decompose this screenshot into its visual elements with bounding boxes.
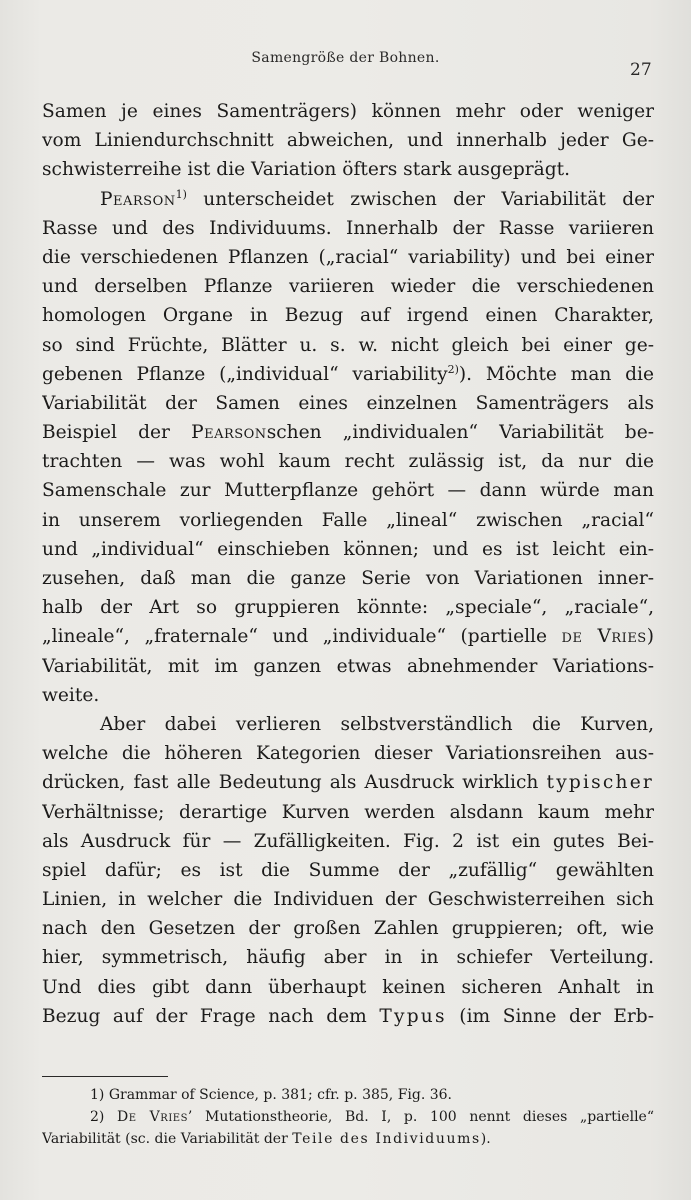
text-line: nach den Gesetzen der großen Zahlen gruppieren; oft, wie [42,918,654,940]
page-number: 27 [630,60,652,80]
text-line: Samenschale zur Mutterpflanze gehört — dann würde man [42,480,654,502]
text-line: welche die höheren Kategorien dieser Variationsreihen aus- [42,743,654,765]
text-line: zusehen, daß man die ganze Serie von Variationen inner- [42,568,654,589]
footnote-mark-1: 1) [175,187,187,201]
footnote-1: 1) Grammar of Science, p. 381; cfr. p. 385, Fig. 36. [90,1087,453,1103]
text-line: Rasse und des Individuums. Innerhalb der Rasse variieren [42,217,654,239]
text-line: gebenen Pflanze („individual“ variability$^{2)}$). Möchte man die [42,362,654,385]
footnote-2: 2) De Vries’ Mutationstheorie, Bd. I, p. 100 nennt dieses „partielle“ [90,1109,654,1125]
author-name-de-vries: de Vries [561,626,647,648]
emphasis-typus: Typus [379,1005,447,1027]
text-line: Samen je eines Samenträgers) können mehr oder weniger [42,101,654,122]
text-line: als Ausdruck für — Zufälligkeiten. Fig. 2 ist ein gutes Bei- [42,830,654,852]
text-line: drücken, fast alle Bedeutung als Ausdruck wirklich typischer [42,772,654,794]
footnotes [42,1084,654,1150]
footnote-name-de-vries: De Vries [117,1109,188,1125]
text-line: Variabilität, mit im ganzen etwas abnehmender Variations- [42,655,654,677]
text-line: „lineale“, „fraternale“ und „individuale“ (partielle de Vries) [42,626,654,648]
text-line: Linien, in welcher die Individuen der Geschwisterreihen sich [42,889,654,911]
text-line: Und dies gibt dann überhaupt keinen sicheren Anhalt in [42,976,654,998]
text-line: halb der Art so gruppieren könnte: „speciale“, „raciale“, [42,597,654,619]
text-line: in unserem vorliegenden Falle „lineal“ zwischen „racial“ [42,509,654,531]
text-line: Bezug auf der Frage nach dem Typus (im Sinne der Erb- [42,1005,654,1027]
text-line: so sind Früchte, Blätter u. s. w. nicht gleich bei einer ge- [42,334,654,356]
text-line: weite. [42,684,100,706]
text-line: Aber dabei verlieren selbstverständlich die Kurven, [100,713,654,735]
text-line: vom Liniendurchschnitt abweichen, und innerhalb jeder Ge- [42,130,654,152]
footnote-emphasis: Teile des Individuums [292,1131,481,1147]
text-line: und derselben Pflanze variieren wieder die verschiedenen [42,276,654,298]
text-line: Verhältnisse; derartige Kurven werden alsdann kaum mehr [42,801,654,823]
text-line: Pearson$^{1)}$ unterscheidet zwischen der Variabilität der [100,187,654,210]
emphasis-typischer: typischer [546,772,654,794]
footnote-2-continuation: Variabilität (sc. die Variabilität der Teile des Individuums). [42,1131,491,1147]
text-line: und „individual“ einschieben können; und es ist leicht ein- [42,538,654,560]
body-text [42,97,654,1031]
text-line: Variabilität der Samen eines einzelnen Samenträgers als [42,392,654,414]
text-line: Beispiel der Pearsonschen „individualen“ Variabilität be- [42,422,654,444]
text-line: hier, symmetrisch, häufig aber in in schiefer Verteilung. [42,947,654,969]
author-name-pearson-stem: Pearson [191,422,267,444]
running-head: Samengröße der Bohnen. [251,50,440,66]
text-line: homologen Organe in Bezug auf irgend einen Charakter, [42,305,654,327]
footnote-rule [42,1076,168,1077]
footnote-mark-2: 2) [447,362,459,376]
text-line: schwisterreihe ist die Variation öfters stark ausgeprägt. [42,159,571,181]
text-line: spiel dafür; es ist die Summe der „zufällig“ gewählten [42,859,654,881]
text-line: trachten — was wohl kaum recht zulässig ist, da nur die [42,451,654,473]
author-name-pearson: Pearson [100,188,176,210]
text-line: die verschiedenen Pflanzen („racial“ variability) und bei einer [42,246,654,268]
